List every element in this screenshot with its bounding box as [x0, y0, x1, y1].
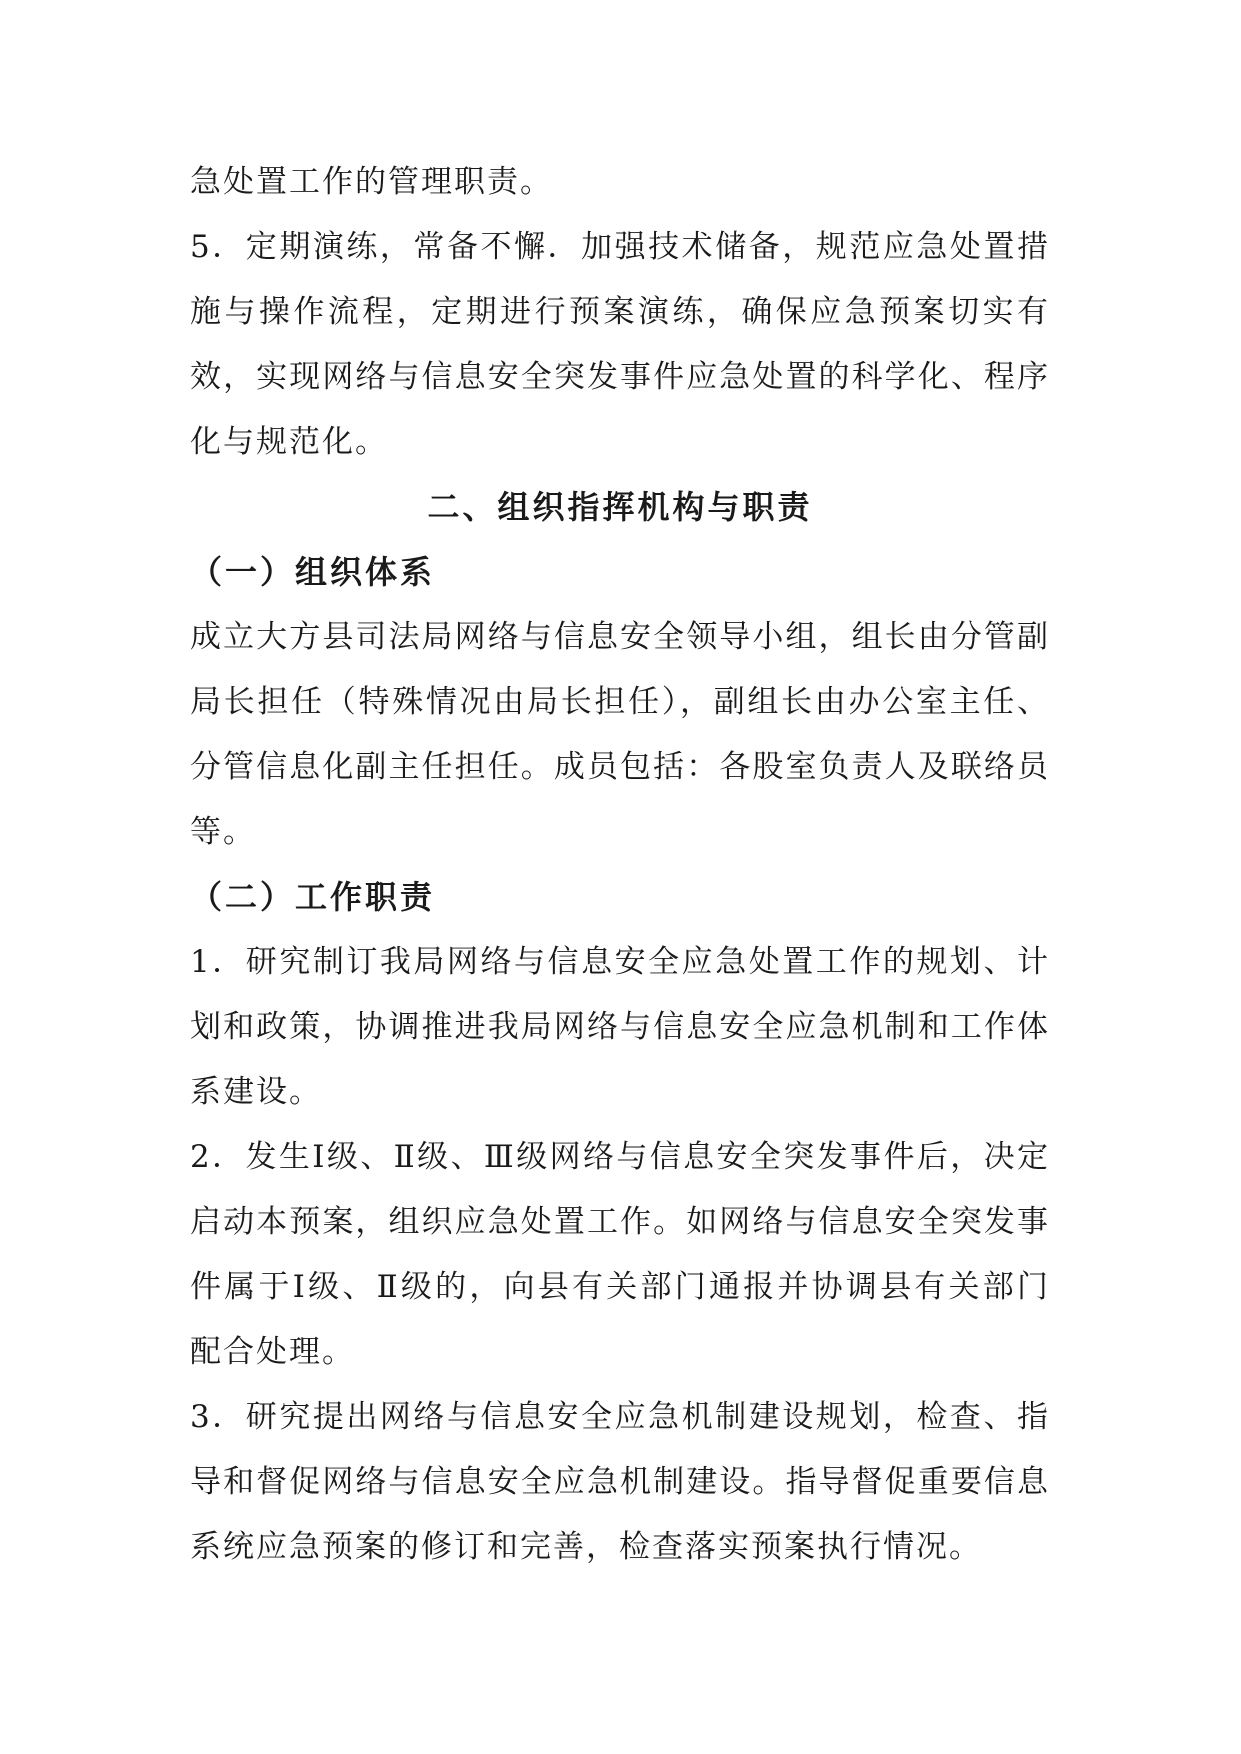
subsection-heading-duties: （二）工作职责: [190, 878, 436, 916]
paragraph-duty-1: 1．研究制订我局网络与信息安全应急处置工作的规划、计划和政策，协调推进我局网络与信息安全应急机制和工作体系建设。: [190, 944, 1050, 1110]
paragraph-organization: 成立大方县司法局网络与信息安全领导小组，组长由分管副局长担任（特殊情况由局长担任），副组长由办公室主任、分管信息化副主任担任。成员包括：各股室负责人及联络员等。: [190, 619, 1050, 850]
paragraph-duty-3: 3．研究提出网络与信息安全应急机制建设规划，检查、指导和督促网络与信息安全应急机制建设。指导督促重要信息系统应急预案的修订和完善，检查落实预案执行情况。: [190, 1399, 1050, 1565]
section-heading: 二、组织指挥机构与职责: [427, 488, 813, 526]
paragraph-item-5: 5．定期演练，常备不懈．加强技术储备，规范应急处置措施与操作流程，定期进行预案演练，确保应急预案切实有效，实现网络与信息安全突发事件应急处置的科学化、程序化与规范化。: [190, 229, 1050, 460]
document-body: [190, 150, 1050, 1580]
paragraph-duty-2: 2．发生Ⅰ级、Ⅱ级、Ⅲ级网络与信息安全突发事件后，决定启动本预案，组织应急处置工作。如网络与信息安全突发事件属于Ⅰ级、Ⅱ级的，向县有关部门通报并协调县有关部门配合处理。: [190, 1139, 1050, 1370]
paragraph-continuation: 急处置工作的管理职责。: [190, 164, 553, 200]
subsection-heading-organization: （一）组织体系: [190, 553, 436, 591]
